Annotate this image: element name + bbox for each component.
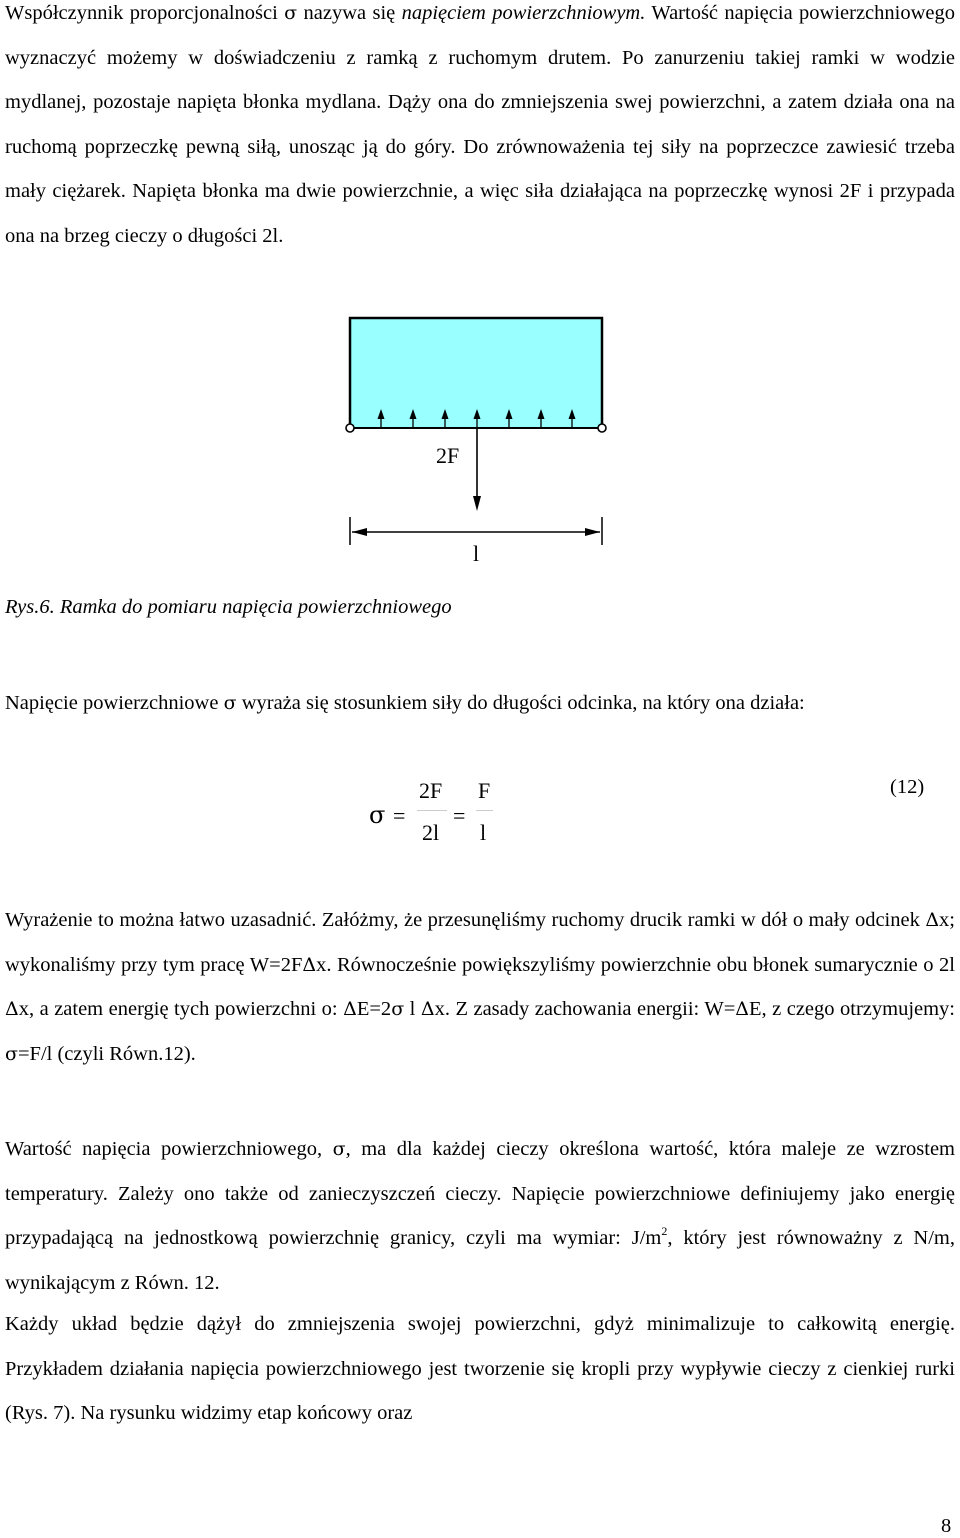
- text-run: Napięcie powierzchniowe: [5, 692, 224, 714]
- length-label: l: [473, 541, 480, 566]
- text-run: Współczynnik proporcjonalności: [5, 2, 285, 24]
- text-run: E=2: [356, 998, 392, 1021]
- delta-symbol: Δ: [925, 909, 940, 931]
- page-number: 8: [941, 1515, 952, 1537]
- length-arrow-right: [585, 528, 600, 536]
- text-run: x. Z zasady zachowania energii: W=: [434, 998, 736, 1021]
- text-run: =F/l (czyli Równ.12).: [17, 1042, 196, 1065]
- equation-equals: =: [393, 803, 406, 828]
- weight-force-arrowhead: [473, 496, 481, 511]
- soap-film: [350, 318, 602, 428]
- text-run: Wartość napięcia powierzchniowego,: [5, 1138, 333, 1160]
- text-run: Wyrażenie to można łatwo uzasadnić. Załóżmy, że przesunęliśmy ruchomy drucik ramki w dół o mały odcinek: [5, 909, 926, 931]
- fraction1-numerator: 2F: [419, 778, 443, 803]
- text-run: x; wykonaliśmy przy tym pracę W=2F: [5, 909, 955, 976]
- fraction2-denominator: l: [480, 820, 487, 845]
- figure-caption: Rys.6. Ramka do pomiaru napięcia powierzchniowego: [5, 596, 452, 618]
- force-label: 2F: [436, 443, 460, 468]
- sigma-symbol: σ: [391, 998, 405, 1021]
- delta-symbol: Δ: [735, 998, 749, 1021]
- text-run: Wartość napięcia powierzchniowego wyznaczyć możemy w doświadczeniu z ramką z ruchomym drutem. Po zanurzeniu takiej ramki w wodzie mydlanej, pozostaje napięta błonka mydlana. Dąży ona do zmniejszenia swej powierzchni, a zatem działa ona na ruchomą poprzeczkę pewną siłą, unosząc ją do góry. Do zrównoważenia tej siły na poprzeczce zawiesić trzeba mały ciężarek. Napięta błonka ma dwie powierzchnie, a więc siła działająca na poprzeczkę wynosi 2F i przypada ona na brzeg cieczy o długości 2l.: [5, 2, 955, 247]
- crossbar-right-joint: [598, 424, 606, 432]
- delta-symbol: Δ: [420, 998, 435, 1021]
- fraction1-bar: [417, 810, 447, 811]
- delta-symbol: Δ: [5, 998, 19, 1021]
- unit-superscript: 2: [661, 1224, 668, 1239]
- text-run: , ma dla każdej cieczy określona wartość, która maleje ze wzrostem temperatury. Zależy ono także od zanieczyszczeń cieczy. Napięcie powierzchniowe definiujemy jako energię przypadającą na jednostkową powierzchnię granicy, czyli ma wymiar: J/m: [5, 1138, 955, 1250]
- text-run: l: [404, 998, 421, 1021]
- sigma-symbol: σ: [223, 692, 237, 714]
- text-run: , który jest równoważny z N/m, wynikającym z Równ. 12.: [5, 1227, 956, 1294]
- crossbar-left-joint: [346, 424, 354, 432]
- text-run: E, z czego otrzymujemy:: [748, 998, 956, 1021]
- text-run: nazywa się: [297, 2, 402, 24]
- text-run: x, a zatem energię tych powierzchni o:: [18, 998, 344, 1021]
- fraction2-bar: [476, 810, 493, 811]
- fraction1-denominator: 2l: [422, 820, 440, 845]
- equation-equals: =: [453, 803, 466, 828]
- delta-symbol: Δ: [343, 998, 357, 1021]
- sigma-symbol: σ: [5, 1042, 18, 1065]
- text-run: wyraża się stosunkiem siły do długości odcinka, na który ona działa:: [236, 692, 805, 714]
- delta-symbol: Δ: [302, 953, 317, 976]
- term-emphasis: napięciem powierzchniowym.: [401, 2, 646, 24]
- paragraph-units: [5, 1127, 955, 1305]
- paragraph-minimization: Każdy układ będzie dążył do zmniejszenia swojej powierzchni, gdyż minimalizuje to całkowitą energię. Przykładem działania napięcia powierzchniowego jest tworzenie się kropli przy wypływie cieczy z cienkiej rurki (Rys. 7). Na rysunku widzimy etap końcowy oraz: [5, 1313, 955, 1425]
- equation-number: (12): [890, 776, 925, 798]
- length-arrow-left: [352, 528, 367, 536]
- text-run: x. Równocześnie powiększyliśmy powierzchnie obu błonek sumarycznie o 2l: [316, 953, 955, 976]
- frame-diagram: [0, 0, 960, 600]
- paragraph-definition: [5, 681, 955, 726]
- sigma-symbol: σ: [332, 1138, 346, 1160]
- paragraph-derivation: [5, 898, 955, 1076]
- equation-sigma: σ: [369, 801, 386, 829]
- sigma-symbol: σ: [284, 2, 298, 24]
- fraction2-numerator: F: [478, 778, 491, 803]
